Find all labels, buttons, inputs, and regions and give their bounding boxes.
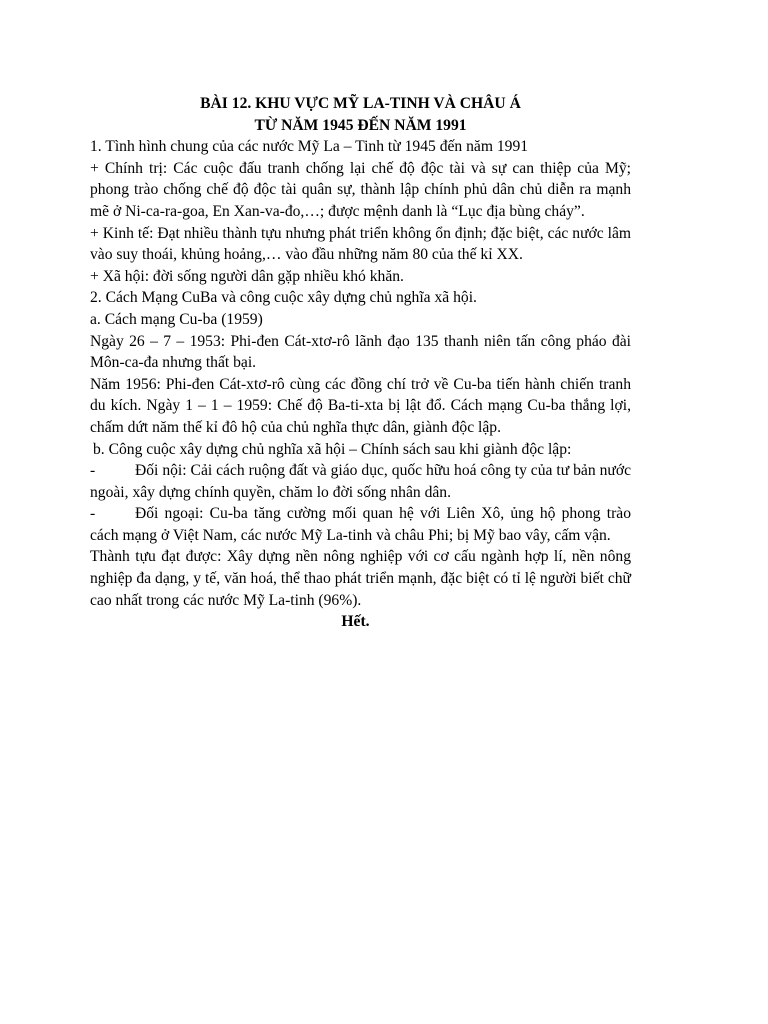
section-1-heading: 1. Tình hình chung của các nước Mỹ La – Tinh từ 1945 đến năm 1991 <box>90 138 529 156</box>
section-2-heading: 2. Cách Mạng CuBa và công cuộc xây dựng chủ nghĩa xã hội. <box>90 289 477 307</box>
subsection-b-heading: b. Công cuộc xây dựng chủ nghĩa xã hội – Chính sách sau khi giành độc lập: <box>93 440 572 458</box>
society-paragraph: + Xã hội: đời sống người dân gặp nhiều khó khăn. <box>90 267 404 285</box>
achievements-paragraph: Thành tựu đạt được: Xây dựng nền nông nghiệp với cơ cấu ngành hợp lí, nền nông nghiệp đa dạng, y tế, văn hoá, thể thao phát triển mạnh, đặc biệt có tỉ lệ người biết chữ cao nhất trong các nước Mỹ La-tinh (96%). <box>90 548 631 609</box>
moncada-paragraph: Ngày 26 – 7 – 1953: Phi-đen Cát-xtơ-rô lãnh đạo 135 thanh niên tấn công pháo đài Môn-ca-đa nhưng thất bại. <box>90 332 631 372</box>
politics-paragraph: + Chính trị: Các cuộc đấu tranh chống lại chế độ độc tài và sự can thiệp của Mỹ; phong trào chống chế độ độc tài quân sự, thành lập chính phủ dân chủ diễn ra mạnh mẽ ở Ni-ca-ra-goa, En Xan-va-đo,…; được mệnh danh là “Lục địa bùng cháy”. <box>90 159 631 220</box>
foreign-policy-item <box>90 503 631 546</box>
revolution-paragraph: Năm 1956: Phi-đen Cát-xtơ-rô cùng các đồng chí trở về Cu-ba tiến hành chiến tranh du kích. Ngày 1 – 1 – 1959: Chế độ Ba-ti-xta bị lật đổ. Cách mạng Cu-ba thắng lợi, chấm dứt năm thế kỉ đô hộ của chủ nghĩa thực dân, giành độc lập. <box>90 375 631 436</box>
foreign-policy-text: Đối ngoại: Cu-ba tăng cường mối quan hệ với Liên Xô, ủng hộ phong trào cách mạng ở Việt Nam, các nước Mỹ La-tinh và châu Phi; bị Mỹ bao vây, cấm vận. <box>90 505 631 544</box>
economy-paragraph: + Kinh tế: Đạt nhiều thành tựu nhưng phát triển không ổn định; đặc biệt, các nước lâm vào suy thoái, khủng hoảng,… vào đầu những năm 80 của thế kỉ XX. <box>90 224 631 264</box>
dash-bullet: - <box>90 462 96 480</box>
subsection-a-heading: a. Cách mạng Cu-ba (1959) <box>90 310 263 328</box>
dash-bullet: - <box>90 505 96 523</box>
title-line-1: BÀI 12. KHU VỰC MỸ LA-TINH VÀ CHÂU Á <box>200 95 521 112</box>
end-marker: Hết. <box>341 613 370 631</box>
title-line-2: TỪ NĂM 1945 ĐẾN NĂM 1991 <box>254 116 467 134</box>
document-body <box>90 93 631 633</box>
domestic-policy-text: Đối nội: Cải cách ruộng đất và giáo dục, quốc hữu hoá công ty của tư bản nước ngoài, xây dựng chính quyền, chăm lo đời sống nhân dân. <box>90 462 631 501</box>
domestic-policy-item <box>90 460 631 503</box>
